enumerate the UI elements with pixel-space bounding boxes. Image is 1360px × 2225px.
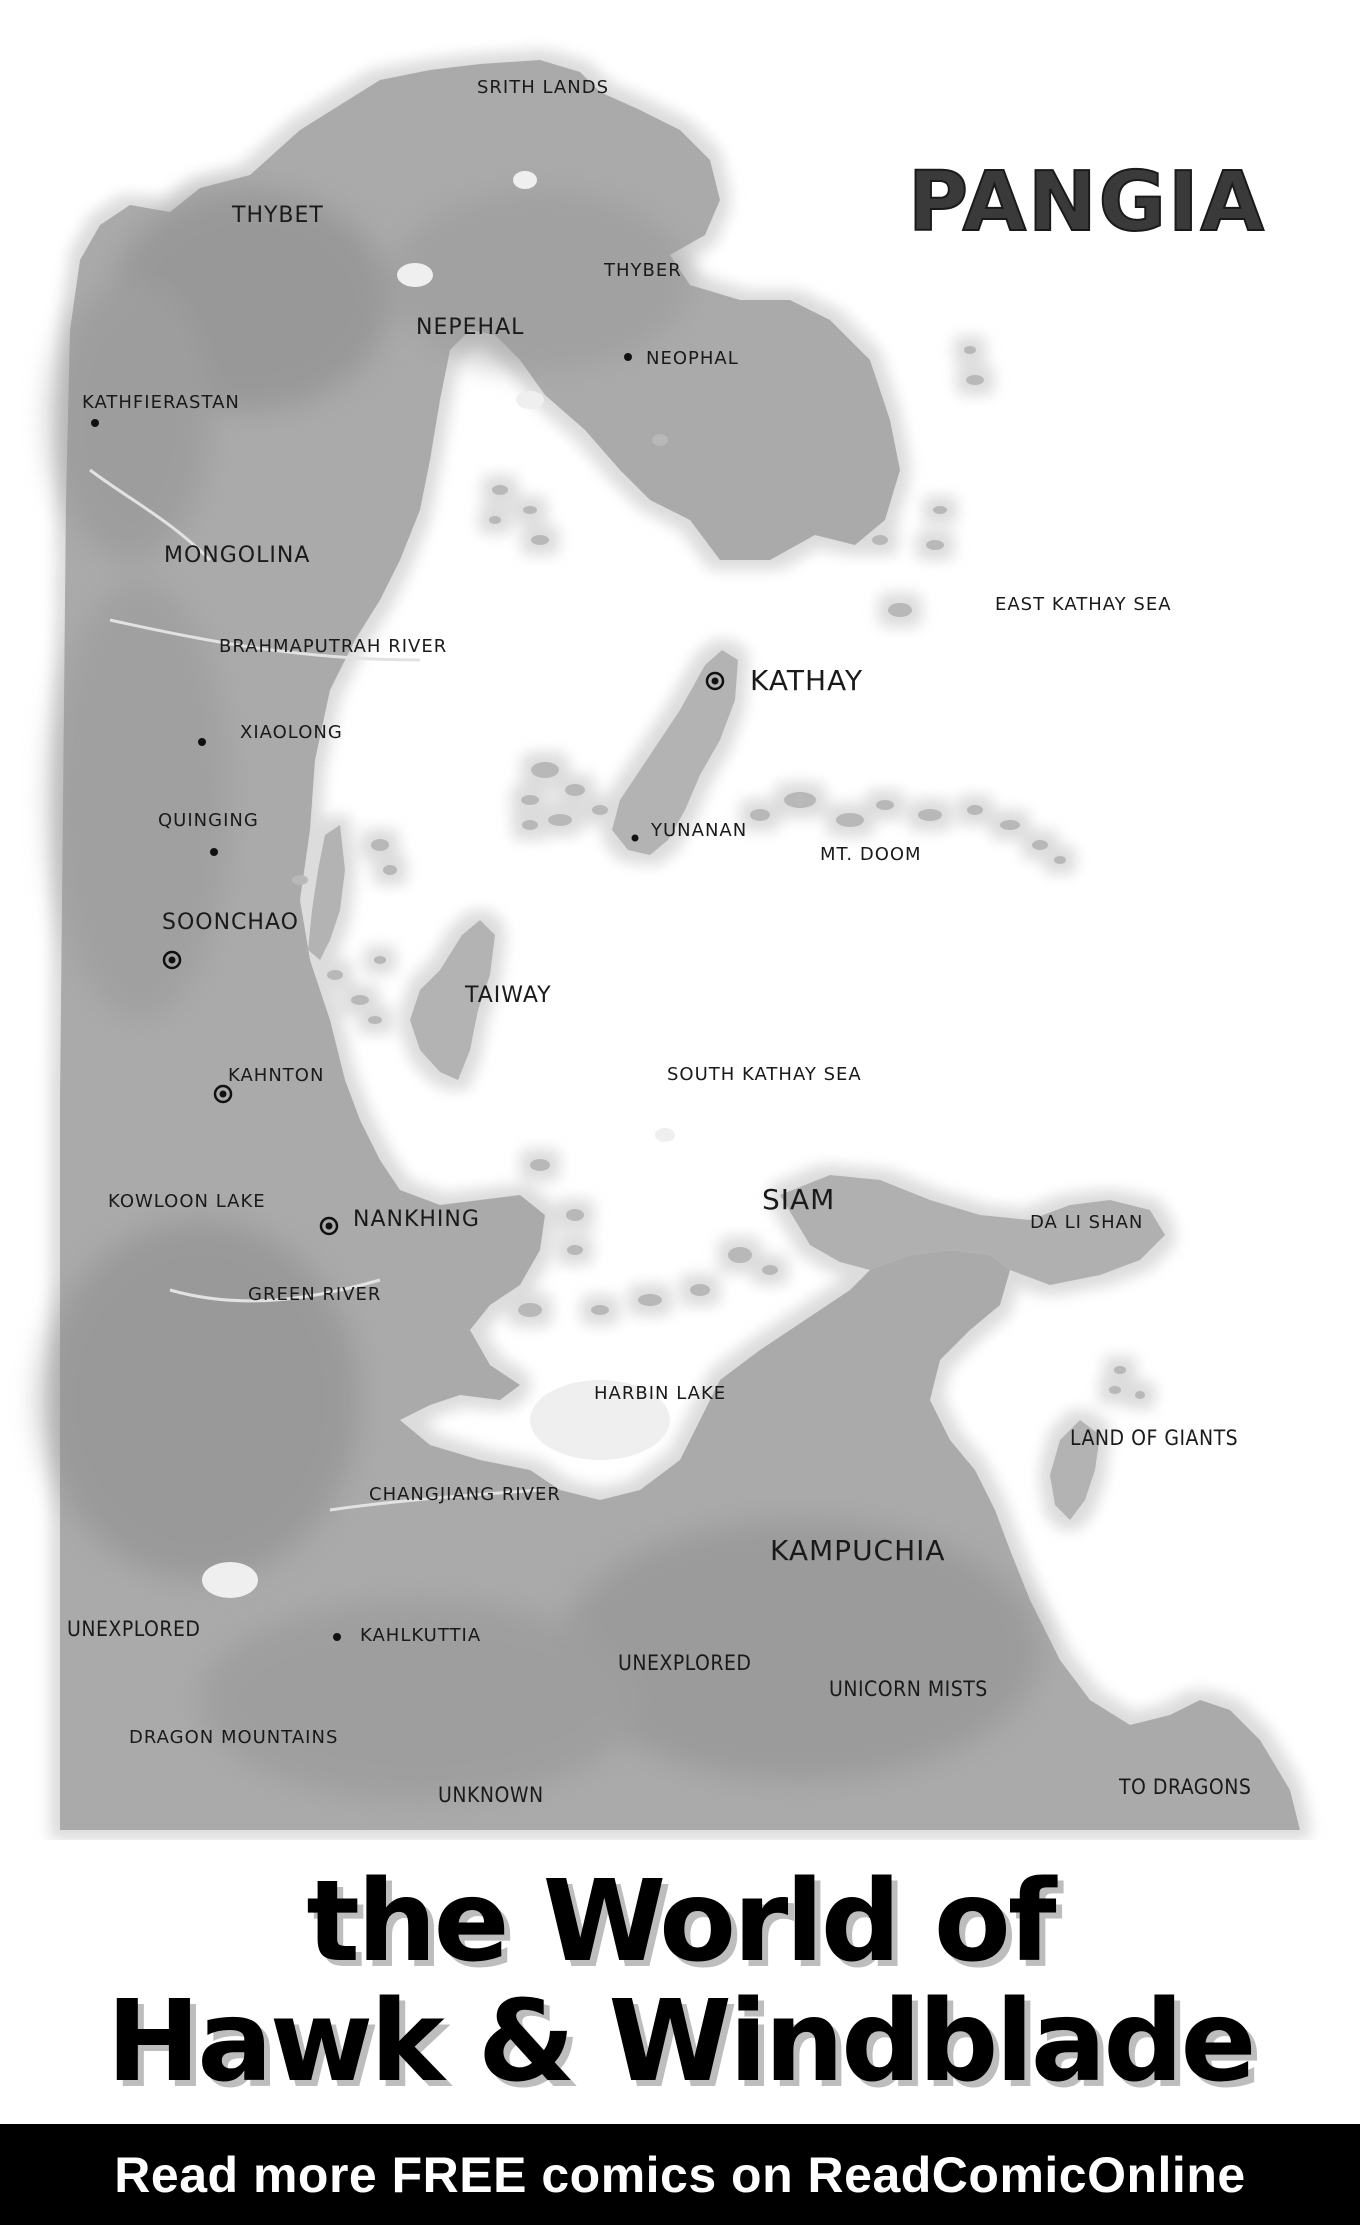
label-south-kathay-sea: SOUTH KATHAY SEA	[667, 1064, 862, 1085]
kathfierastan-dot	[91, 419, 99, 427]
quinging-dot	[210, 848, 218, 856]
label-kahnton: KAHNTON	[228, 1065, 325, 1086]
label-unexplored-west: UNEXPLORED	[67, 1617, 201, 1641]
label-mt-doom: MT. DOOM	[820, 844, 922, 865]
headline-line-1: the World of	[306, 1857, 1054, 1987]
label-taiway: TAIWAY	[465, 983, 552, 1008]
label-to-dragons: TO DRAGONS	[1119, 1775, 1252, 1799]
label-siam: SIAM	[762, 1183, 836, 1216]
label-harbin-lake: HARBIN LAKE	[594, 1383, 727, 1404]
label-kahlkuttia: KAHLKUTTIA	[360, 1625, 482, 1646]
xiaolong-dot	[198, 738, 206, 746]
footer-banner[interactable]	[0, 2124, 1360, 2225]
label-land-of-giants: LAND OF GIANTS	[1070, 1426, 1239, 1450]
label-yunanan: YUNANAN	[651, 820, 748, 841]
label-nepehal: NEPEHAL	[416, 315, 525, 340]
label-xiaolong: XIAOLONG	[240, 722, 343, 743]
lake-southwest	[202, 1562, 258, 1598]
label-dragon-mountains: DRAGON MOUNTAINS	[129, 1727, 339, 1748]
label-thyber: THYBER	[604, 260, 682, 281]
label-quinging: QUINGING	[158, 810, 259, 831]
label-mongolina: MONGOLINA	[164, 543, 311, 568]
label-neophal: NEOPHAL	[646, 348, 739, 369]
label-soonchao: SOONCHAO	[162, 910, 299, 935]
label-kowloon-lake: KOWLOON LAKE	[108, 1191, 266, 1212]
label-unexplored-south: UNEXPLORED	[618, 1651, 752, 1675]
label-thybet: THYBET	[232, 203, 324, 228]
label-unicorn-mists: UNICORN MISTS	[829, 1677, 988, 1701]
kahlkuttia-dot	[333, 1633, 341, 1641]
label-east-kathay-sea: EAST KATHAY SEA	[995, 594, 1172, 615]
west-peninsula	[308, 825, 345, 960]
footer-link-text[interactable]: Read more FREE comics on ReadComicOnline	[114, 2146, 1246, 2203]
label-srith-lands: SRITH LANDS	[477, 77, 609, 98]
lake-north	[397, 263, 433, 287]
label-brahmaputrah-river: BRAHMAPUTRAH RIVER	[219, 636, 448, 657]
label-kampuchia: KAMPUCHIA	[770, 1534, 946, 1567]
label-changjiang-river: CHANGJIANG RIVER	[369, 1484, 561, 1505]
label-unknown: UNKNOWN	[438, 1783, 544, 1807]
neophal-dot	[624, 353, 632, 361]
label-da-li-shan: DA LI SHAN	[1030, 1212, 1144, 1233]
label-kathfierastan: KATHFIERASTAN	[82, 392, 240, 413]
label-green-river: GREEN RIVER	[248, 1284, 382, 1305]
label-kathay: KATHAY	[750, 664, 864, 697]
label-nankhing: NANKHING	[353, 1207, 480, 1232]
headline-line-2: Hawk & Windblade	[106, 1977, 1254, 2107]
yunanan-dot	[632, 835, 639, 842]
map-title: PANGIA	[908, 155, 1266, 250]
